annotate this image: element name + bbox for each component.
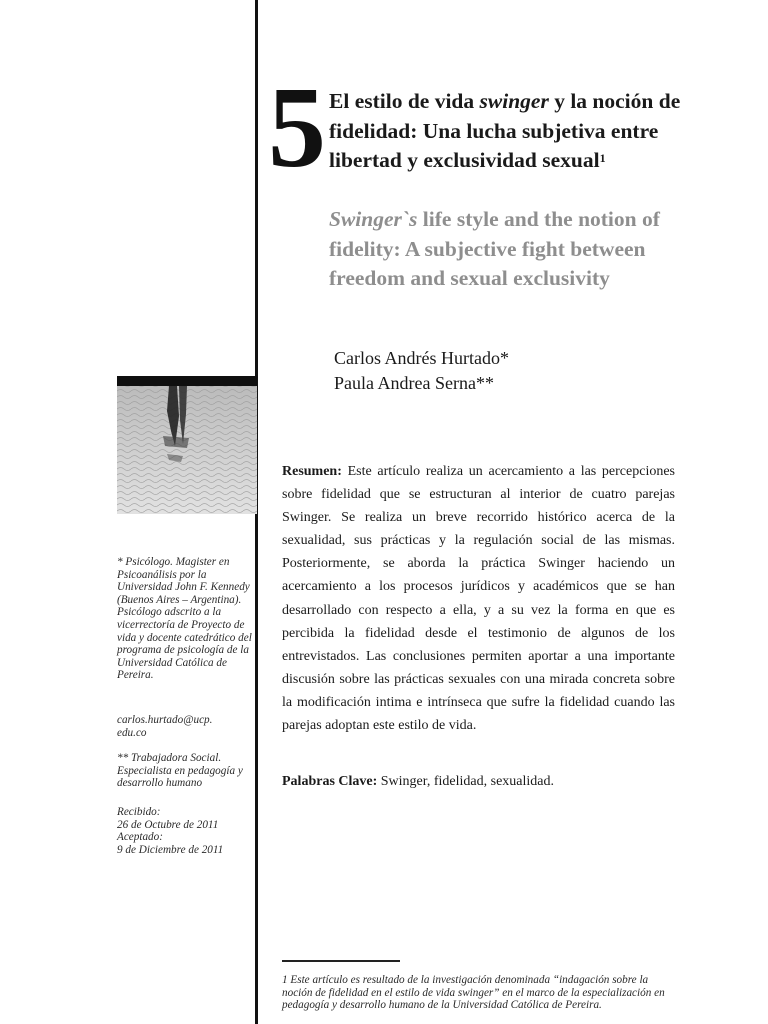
dates	[117, 806, 257, 856]
accepted-label: Aceptado:	[117, 831, 163, 844]
footnote-rule	[282, 960, 400, 962]
received-date: 26 de Octubre de 2011	[117, 818, 219, 831]
keywords	[282, 771, 675, 793]
email[interactable]	[117, 714, 257, 739]
keywords-text: Swinger, fidelidad, sexualidad.	[380, 774, 554, 789]
abstract-label: Resumen:	[282, 464, 342, 479]
author-2: Paula Andrea Serna**	[334, 373, 494, 393]
title-es-part2: y la noción de fidelidad: Una lucha subjetiva entre libertad y exclusividad sexual	[329, 89, 681, 172]
footnote: 1 Este artículo es resultado de la investigación denominada “indagación sobre la noción de fidelidad en el estilo de vida swinger” en el marco de la especialización en pedagogía y desarrollo humano de la Universidad Católica de Pereira.	[282, 974, 665, 1012]
keywords-label: Palabras Clave:	[282, 774, 378, 789]
footnote-marker: 1	[599, 151, 606, 165]
title-english	[329, 205, 689, 294]
title-en-italic: Swinger`s	[329, 207, 418, 231]
email-line-2[interactable]: edu.co	[117, 726, 147, 739]
author-2-note: ** Trabajadora Social. Especialista en pedagogía y desarrollo humano	[117, 752, 243, 790]
reflection-photo	[117, 376, 257, 514]
author-1: Carlos Andrés Hurtado*	[334, 348, 509, 368]
author-1-note: * Psicólogo. Magister en Psicoanálisis por la Universidad John F. Kennedy (Buenos Aires – Argentina). Psicólogo adscrito a la vicerrectoría de Proyecto de vida y docente catedrático del programa de psicología de la Universidad Católica de Pereira.	[117, 556, 252, 682]
accepted-date: 9 de Diciembre de 2011	[117, 843, 224, 856]
title-spanish	[329, 87, 689, 176]
title-en-rest: life style and the notion of fidelity: A subjective fight between freedom and sexual exclusivity	[329, 207, 660, 290]
authors	[334, 346, 509, 396]
received-label: Recibido:	[117, 806, 161, 818]
chapter-number: 5	[268, 64, 324, 192]
email-line-1[interactable]: carlos.hurtado@ucp.	[117, 714, 213, 726]
abstract-text: Este artículo realiza un acercamiento a las percepciones sobre fidelidad que se estructuran al interior de cuatro parejas Swinger. Se realiza un breve recorrido histórico acerca de la sexualidad, sus prácticas y la regulación social de las mismas. Posteriormente, se aborda la práctica Swinger haciendo un acercamiento a los procesos jurídicos y académicos que se han desarrollado con respecto a ella, y a su vez la forma en que es percibida la fidelidad desde el testimonio de algunos de los entrevistados. Las conclusiones permiten aportar a una importante discusión sobre las prácticas sexuales con una mirada concreta sobre la modificación intima e intrínseca que sufre la fidelidad cuando las parejas adoptan este estilo de vida.	[282, 464, 675, 734]
title-es-italic: swinger	[479, 89, 549, 113]
title-es-part1: El estilo de vida	[329, 89, 480, 113]
abstract	[282, 460, 675, 737]
